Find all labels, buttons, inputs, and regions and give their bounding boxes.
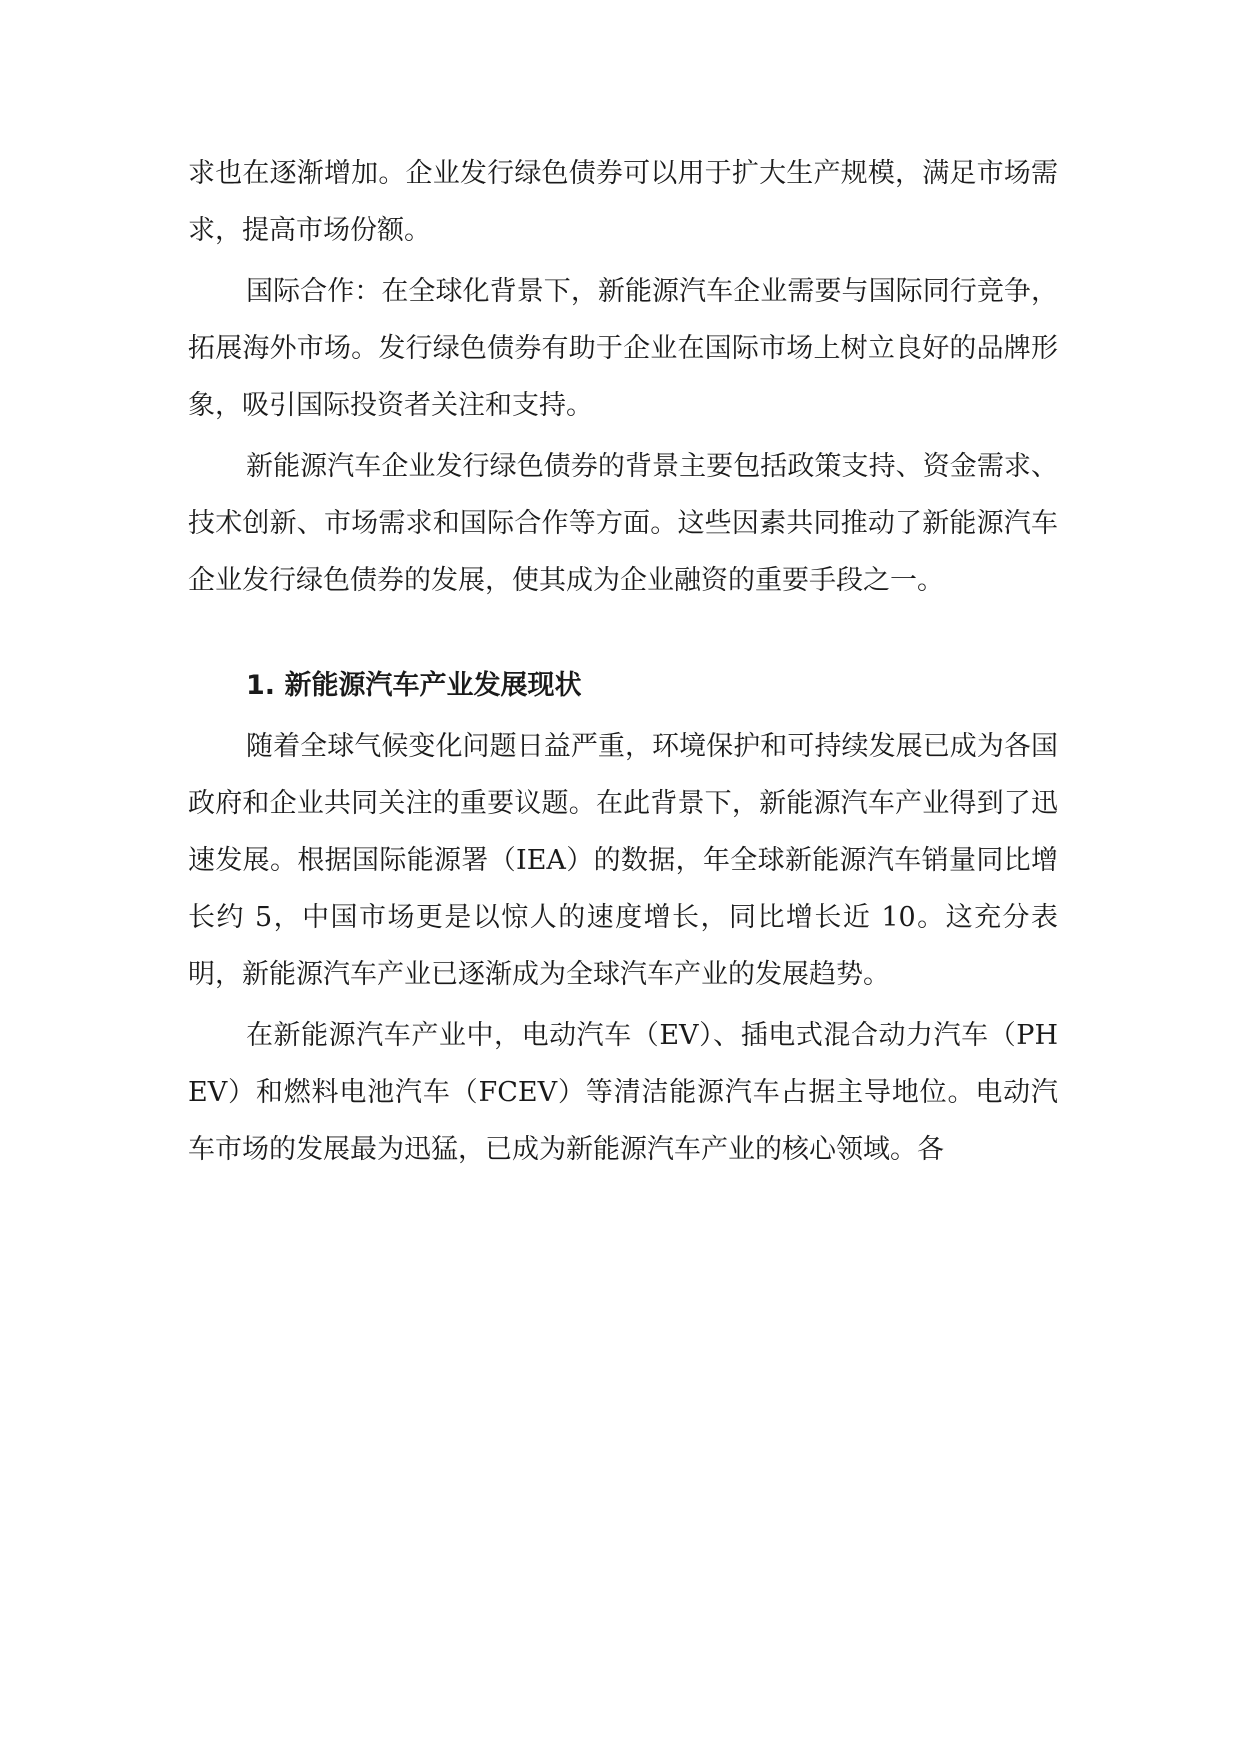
paragraph-vehicle-types: 在新能源汽车产业中，电动汽车（EV）、插电式混合动力汽车（PHEV）和燃料电池汽车（FCEV）等清洁能源汽车占据主导地位。电动汽车市场的发展最为迅猛，已成为新能源汽车产业的核心领域。各 bbox=[188, 1020, 1058, 1165]
document-body bbox=[188, 145, 1058, 1178]
paragraph-market-demand-continued: 求也在逐渐增加。企业发行绿色债券可以用于扩大生产规模，满足市场需求，提高市场份额。 bbox=[188, 158, 1058, 246]
paragraph-industry-status: 随着全球气候变化问题日益严重，环境保护和可持续发展已成为各国政府和企业共同关注的重要议题。在此背景下，新能源汽车产业得到了迅速发展。根据国际能源署（IEA）的数据，年全球新能源汽车销量同比增长约 5，中国市场更是以惊人的速度增长，同比增长近 10。这充分表明，新能源汽车产业已逐渐成为全球汽车产业的发展趋势。 bbox=[188, 731, 1058, 990]
paragraph-background-summary: 新能源汽车企业发行绿色债券的背景主要包括政策支持、资金需求、技术创新、市场需求和国际合作等方面。这些因素共同推动了新能源汽车企业发行绿色债券的发展，使其成为企业融资的重要手段之一。 bbox=[188, 451, 1058, 596]
section-heading: 1. 新能源汽车产业发展现状 bbox=[246, 670, 582, 701]
paragraph-international-cooperation: 国际合作：在全球化背景下，新能源汽车企业需要与国际同行竞争，拓展海外市场。发行绿色债券有助于企业在国际市场上树立良好的品牌形象，吸引国际投资者关注和支持。 bbox=[188, 276, 1058, 421]
